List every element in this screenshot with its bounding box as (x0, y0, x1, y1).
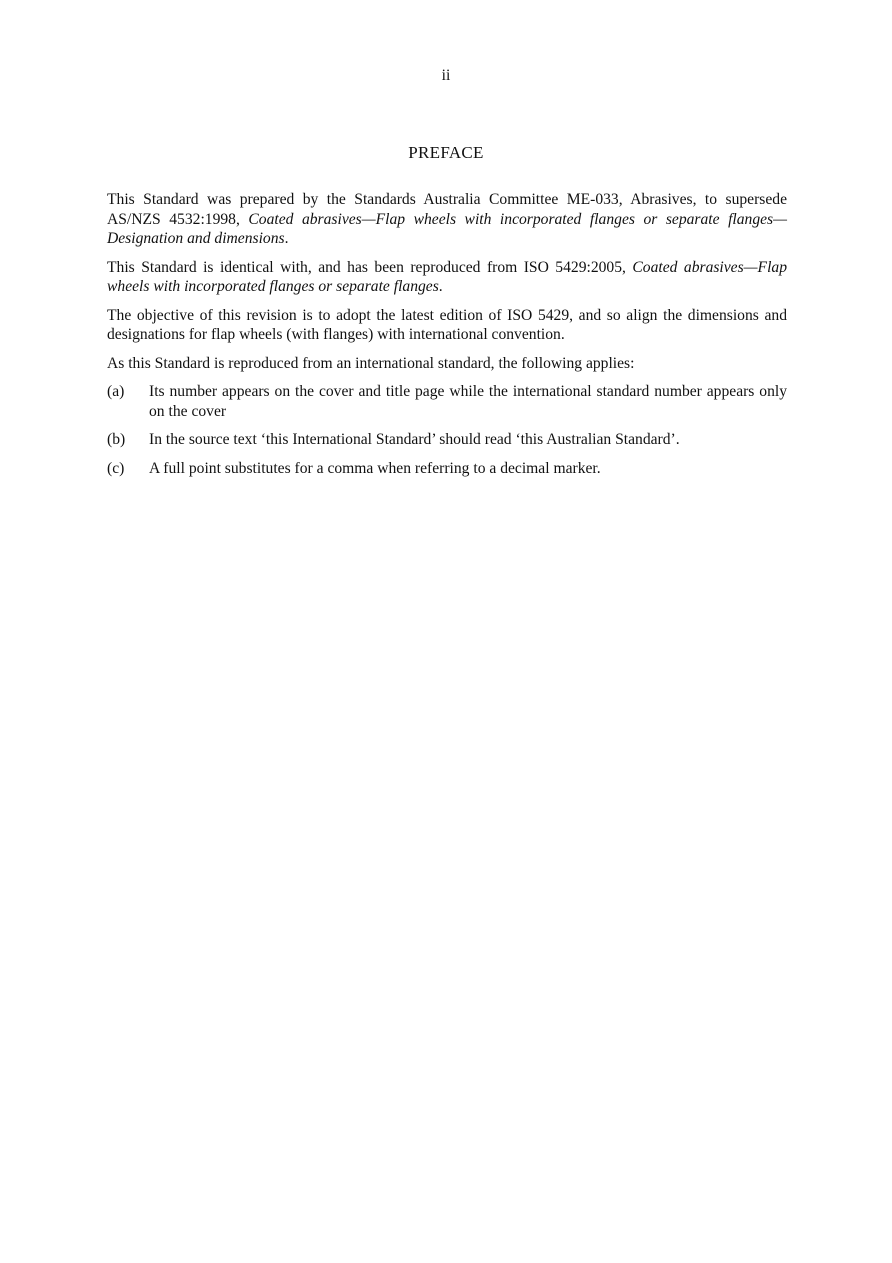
paragraph-text: This Standard was prepared by the Standards Australia Committee ME-033, Abrasives, to supersede AS/NZS 4532:1998, (107, 191, 787, 228)
applies-list (107, 382, 787, 478)
list-item-label: (a) (107, 383, 125, 400)
list-item-text: A full point substitutes for a comma when referring to a decimal marker. (149, 459, 601, 477)
superseded-standard-title: Coated abrasives—Flap wheels with incorporated flanges or separate flanges—Designation and dimensions (107, 210, 787, 247)
preface-paragraph-2 (107, 258, 787, 297)
list-item-text: Its number appears on the cover and title page while the international standard number appears only on the cover (149, 383, 787, 420)
list-item-label: (c) (107, 459, 125, 477)
preface-paragraph-3: The objective of this revision is to adopt the latest edition of ISO 5429, and so align the dimensions and designations for flap wheels (with flanges) with international convention. (107, 306, 787, 343)
list-item-label: (b) (107, 431, 126, 448)
paragraph-end: . (284, 230, 289, 247)
preface-body (107, 190, 787, 487)
list-item-text: In the source text ‘this International Standard’ should read ‘this Australian Standard’. (149, 431, 680, 448)
paragraph-text: This Standard is identical with, and has been reproduced from ISO 5429:2005, (107, 258, 633, 276)
preface-paragraph-1 (107, 190, 787, 249)
iso-standard-title: Coated abrasives—Flap wheels with incorporated flanges or separate flanges (107, 258, 787, 295)
list-item (107, 430, 787, 450)
list-item (107, 382, 787, 421)
page-number: ii (441, 67, 451, 84)
preface-paragraph-4: As this Standard is reproduced from an international standard, the following applies: (107, 354, 635, 372)
list-item (107, 459, 787, 479)
paragraph-end: . (438, 278, 443, 295)
section-heading: PREFACE (408, 143, 484, 162)
